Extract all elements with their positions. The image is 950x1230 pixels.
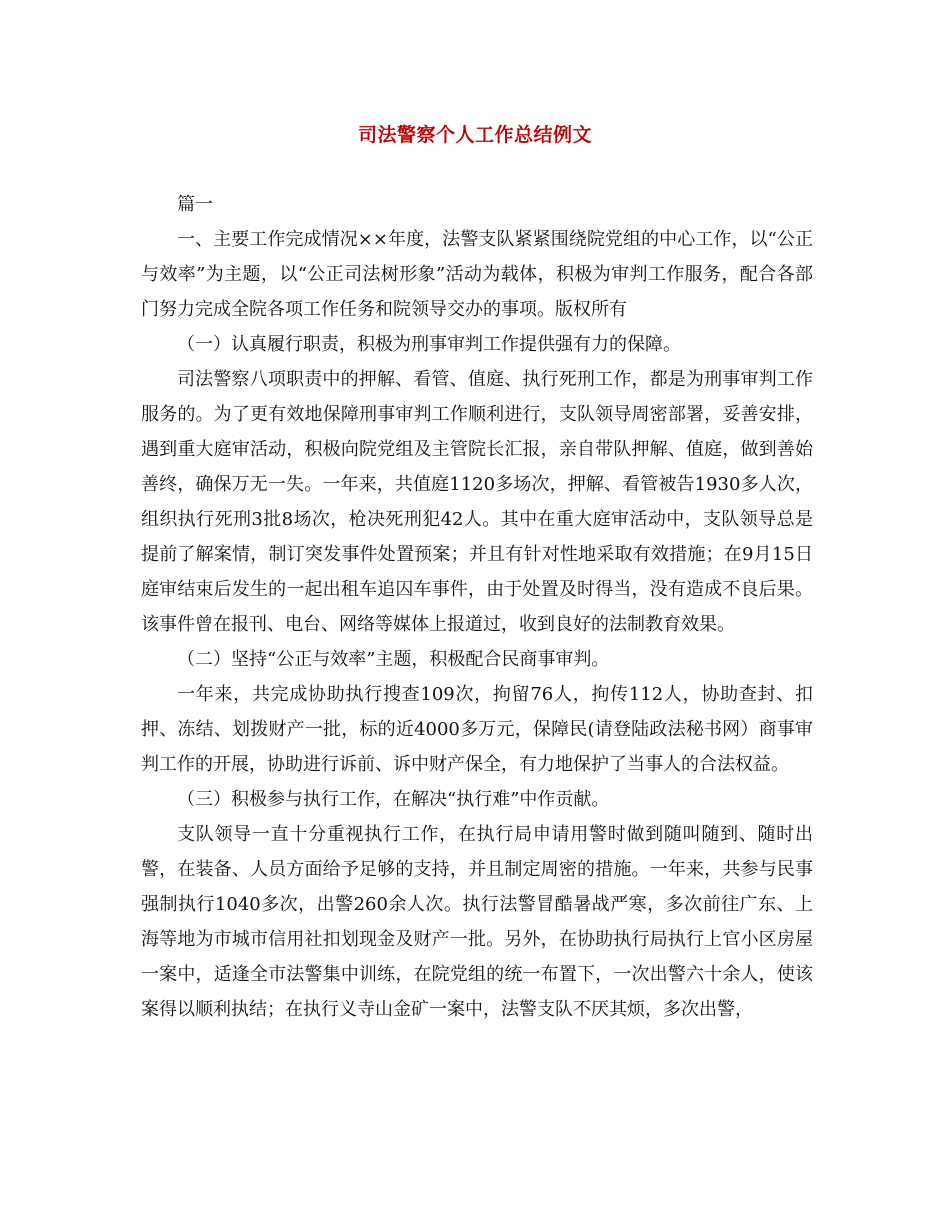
paragraph-heading-3: （三）积极参与执行工作，在解决“执行难”中作贡献。 xyxy=(177,789,610,810)
paragraph-enforcement: 支队领导一直十分重视执行工作，在执行局申请用警时做到随叫随到、随时出警，在装备、人员方面给予足够的支持，并且制定周密的措施。一年来，共参与民事强制执行1040多次，出警260余人次。执行法警冒酷暑战严寒，多次前往广东、上海等地为市城市信用社扣划现金及财产一批。另外，在协助执行局执行上官小区房屋一案中，适逢全市法警集中训练，在院党组的统一布置下，一次出警六十余人，使该案得以顺利执结；在执行义寺山金矿一案中，法警支队不厌其烦，多次出警， xyxy=(141,824,813,1020)
paragraph-main-summary: 一、主要工作完成情况××年度，法警支队紧紧围绕院党组的中心工作，以“公正与效率”为主题，以“公正司法树形象”活动为载体，积极为审判工作服务，配合各部门努力完成全院各项工作任务和院领导交办的事项。版权所有 xyxy=(141,229,813,320)
document-title: 司法警察个人工作总结例文 xyxy=(357,124,592,146)
paragraph-heading-1: （一）认真履行职责，积极为刑事审判工作提供强有力的保障。 xyxy=(177,334,681,355)
paragraph-criminal-trial: 司法警察八项职责中的押解、看管、值庭、执行死刑工作，都是为刑事审判工作服务的。为了更有效地保障刑事审判工作顺利进行，支队领导周密部署，妥善安排，遇到重大庭审活动，积极向院党组及主管院长汇报，亲自带队押解、值庭，做到善始善终，确保万无一失。一年来，共值庭1120多场次，押解、看管被告1930多人次，组织执行死刑3批8场次，枪决死刑犯42人。其中在重大庭审活动中，支队领导总是提前了解案情，制订突发事件处置预案；并且有针对性地采取有效措施；在9月15日庭审结束后发生的一起出租车追囚车事件，由于处置及时得当，没有造成不良后果。该事件曾在报刊、电台、网络等媒体上报道过，收到良好的法制教育效果。 xyxy=(141,369,813,635)
paragraph-heading-2: （二）坚持“公正与效率”主题，积极配合民商事审判。 xyxy=(177,649,610,670)
paragraph-section-label: 篇一 xyxy=(177,194,213,215)
paragraph-civil-trial: 一年来，共完成协助执行搜查109次，拘留76人，拘传112人，协助查封、扣押、冻结、划拨财产一批，标的近4000多万元，保障民(请登陆政法秘书网）商事审判工作的开展，协助进行诉前、诉中财产保全，有力地保护了当事人的合法权益。 xyxy=(141,684,813,775)
document-body xyxy=(141,187,813,1027)
